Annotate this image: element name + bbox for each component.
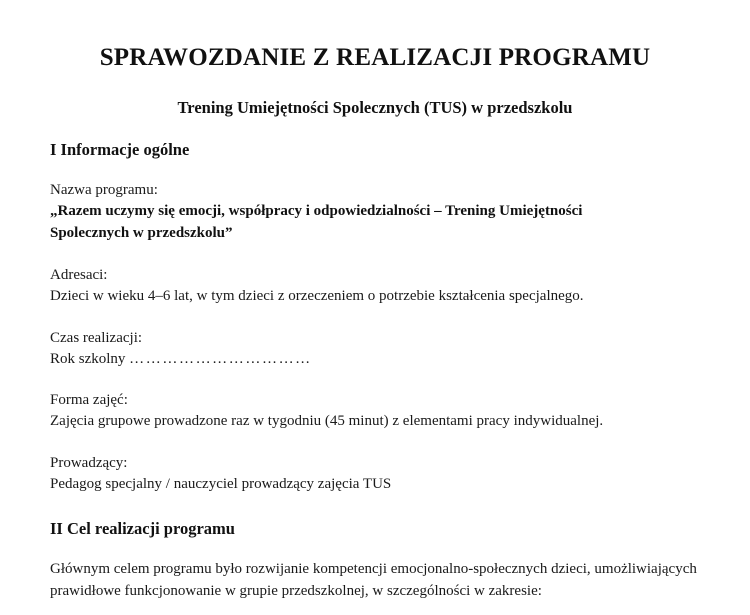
- section-paragraph-cel-realizacji-programu: Głównym celem programu było rozwijanie kompetencji emocjonalno-społecznych dzieci, umożliwiających prawidłowe funkcjonowanie w grupie przedszkolnej, w szczególności w zakresie:: [50, 560, 697, 600]
- field-value-nazwa-programu-line-2: Spolecznych w przedszkolu”: [50, 225, 233, 242]
- field-label-czas-realizacji: Czas realizacji:: [50, 329, 143, 346]
- document-body: [0, 118, 750, 603]
- field-prowadzacy: [50, 453, 700, 496]
- field-value-forma-zajec: Zajęcia grupowe prowadzone raz w tygodniu (45 minut) z elementami pracy indywidualnej.: [50, 413, 604, 430]
- field-value-czas-realizacji-prefix: Rok szkolny: [50, 350, 130, 367]
- field-czas-realizacji: [50, 328, 700, 371]
- field-label-nazwa-programu: Nazwa programu:: [50, 182, 158, 199]
- document-subtitle: Trening Umiejętności Spolecznych (TUS) w przedszkolu: [177, 97, 573, 117]
- section-heading-cel-realizacji-programu: II Cel realizacji programu: [50, 519, 235, 539]
- field-forma-zajec: [50, 390, 700, 433]
- field-label-forma-zajec: Forma zajęć:: [50, 392, 128, 409]
- field-value-adresaci: Dzieci w wieku 4–6 lat, w tym dzieci z orzeczeniem o potrzebie kształcenia specjalnego.: [50, 288, 584, 305]
- field-value-nazwa-programu-line-1: „Razem uczymy się emocji, współpracy i odpowiedzialności – Trening Umiejętności: [50, 203, 583, 220]
- section-heading-informacje-ogolne: I Informacje ogólne: [50, 139, 190, 159]
- field-adresaci: [50, 265, 700, 308]
- field-label-prowadzacy: Prowadzący:: [50, 454, 128, 471]
- document-title: SPRAWOZDANIE Z REALIZACJI PROGRAMU: [99, 44, 651, 71]
- section-informacje-ogolne: [50, 140, 700, 496]
- field-label-adresaci: Adresaci:: [50, 266, 108, 283]
- field-nazwa-programu: [50, 180, 700, 245]
- section-cel-realizacji-programu: [50, 519, 700, 603]
- field-value-prowadzacy: Pedagog specjalny / nauczyciel prowadzący zajęcia TUS: [50, 476, 392, 493]
- field-value-czas-realizacji: [50, 349, 700, 370]
- field-value-czas-realizacji-dotted-fill: ……………………………: [129, 350, 312, 367]
